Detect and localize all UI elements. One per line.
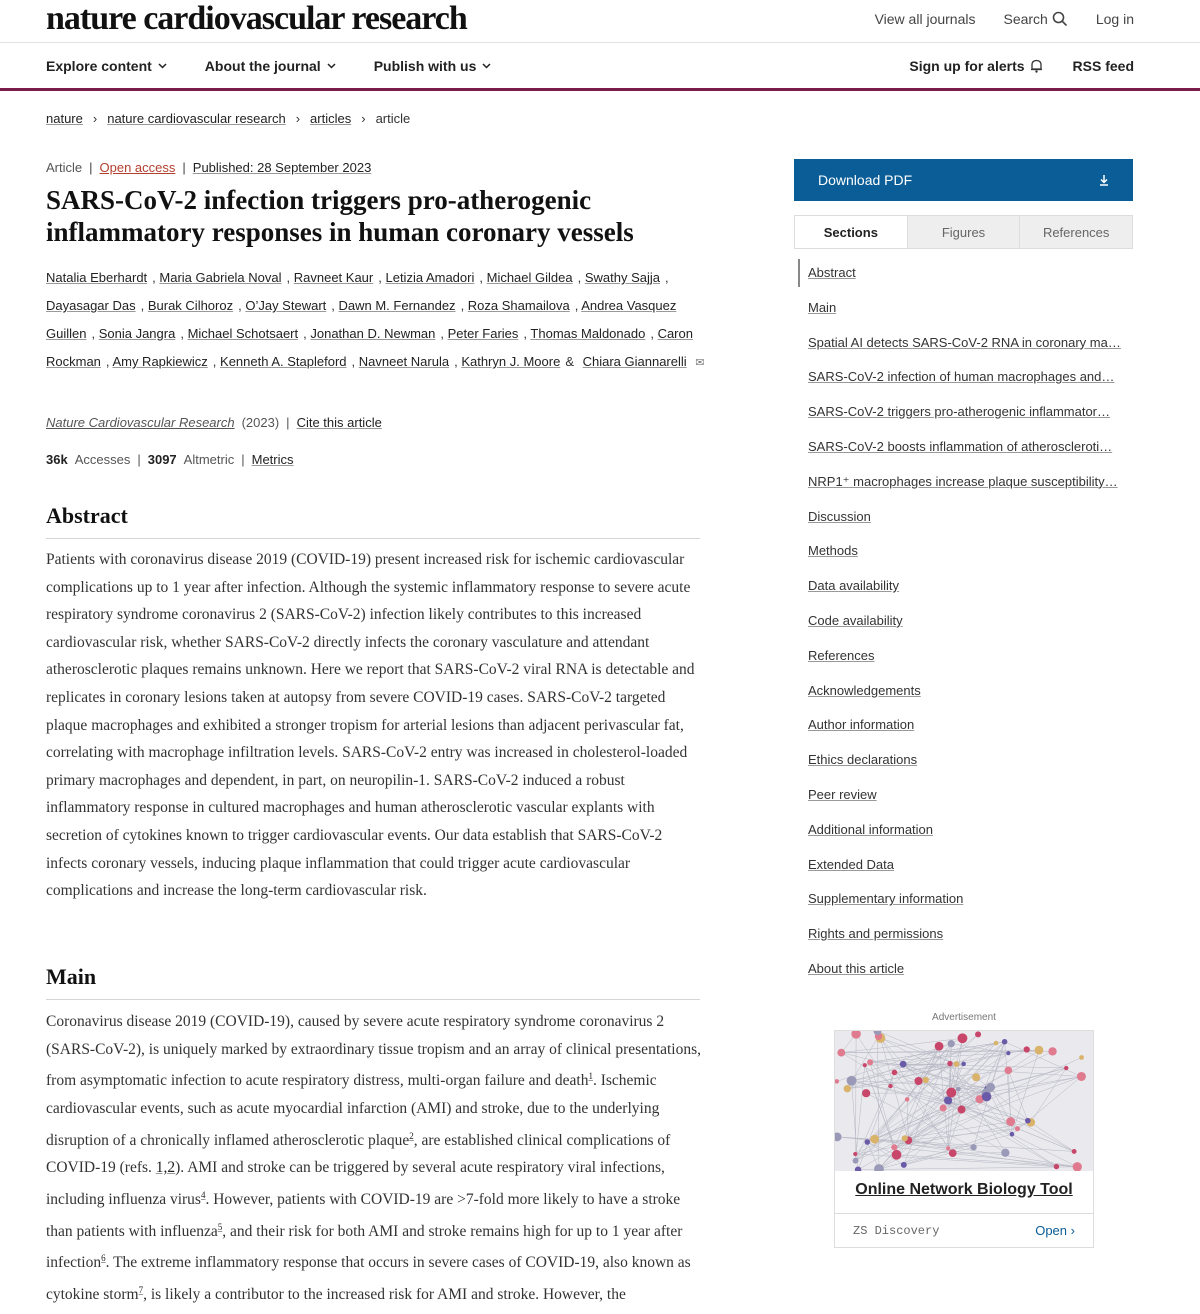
nav-explore-content[interactable]	[46, 58, 167, 74]
network-node	[1035, 1046, 1044, 1055]
network-node	[853, 1158, 859, 1164]
author-link[interactable]: O’Jay Stewart	[245, 298, 327, 313]
altmetric-score: 3097	[147, 452, 177, 467]
article-type: Article	[46, 160, 83, 175]
network-node	[1006, 1117, 1015, 1126]
network-node	[1073, 1162, 1082, 1171]
author-link[interactable]: Letizia Amadori	[385, 270, 475, 285]
author-link[interactable]: Roza Shamailova	[467, 298, 570, 313]
chevron-right-icon: ›	[295, 111, 301, 126]
network-node	[892, 1070, 898, 1076]
view-all-journals-link[interactable]: View all journals	[874, 11, 976, 27]
chevron-down-icon	[482, 63, 491, 69]
network-node	[982, 1092, 991, 1101]
toc-item[interactable]: Acknowledgements	[808, 682, 921, 698]
network-node	[1025, 1118, 1031, 1124]
author-link[interactable]: Chiara Giannarelli	[582, 354, 687, 369]
network-node	[900, 1061, 907, 1068]
ad-open-label: Open	[1035, 1223, 1068, 1238]
reference-link[interactable]: 1,2	[155, 1159, 176, 1177]
author-link[interactable]: Thomas Maldonado	[530, 326, 646, 341]
toc-item[interactable]: SARS-CoV-2 infection of human macrophages and…	[808, 369, 1115, 385]
reference-link[interactable]: 6	[101, 1253, 106, 1264]
sign-up-alerts-link[interactable]	[909, 58, 1042, 74]
tab-figures[interactable]: Figures	[907, 216, 1020, 248]
network-node	[853, 1152, 857, 1156]
tab-sections[interactable]: Sections	[795, 216, 907, 248]
network-node	[947, 1061, 952, 1066]
citation-line: Nature Cardiovascular Research (2023) | Cite this article	[46, 415, 382, 430]
author-link[interactable]: Jonathan D. Newman	[310, 326, 436, 341]
breadcrumb-journal[interactable]: nature cardiovascular research	[107, 111, 286, 126]
accesses-label: Accesses	[74, 452, 131, 467]
nav-label: Publish with us	[373, 58, 477, 74]
top-utility-nav	[875, 11, 1134, 27]
rss-feed-link[interactable]: RSS feed	[1072, 58, 1134, 74]
download-label: Download PDF	[818, 172, 913, 188]
toc-item[interactable]: SARS-CoV-2 triggers pro-atherogenic inflammator…	[808, 404, 1111, 420]
header-accent-bar	[0, 88, 1200, 91]
chevron-right-icon: ›	[92, 111, 98, 126]
network-node	[1072, 1149, 1077, 1154]
author-link[interactable]: Natalia Eberhardt	[46, 270, 148, 285]
author-link[interactable]: Michael Schotsaert	[187, 326, 299, 341]
network-node	[961, 1062, 966, 1067]
toc-item[interactable]: Supplementary information	[808, 891, 964, 907]
network-node	[1010, 1132, 1015, 1137]
network-node	[970, 1144, 976, 1150]
breadcrumb	[46, 111, 410, 126]
network-node	[956, 1087, 961, 1092]
ad-label: Advertisement	[932, 1012, 996, 1023]
section-toc	[798, 259, 1133, 990]
article-title: SARS-CoV-2 infection triggers pro-atherogenic inflammatory responses in human coronary vessels	[46, 185, 634, 247]
ad-title[interactable]: Online Network Biology Tool	[855, 1181, 1073, 1198]
journal-name-link[interactable]: Nature Cardiovascular Research	[46, 415, 235, 430]
toc-item[interactable]: Author information	[808, 717, 915, 733]
network-node	[940, 1105, 947, 1112]
breadcrumb-nature[interactable]: nature	[46, 111, 83, 126]
author-link[interactable]: Caron Rockman	[46, 326, 693, 369]
sidebar-tabs	[794, 215, 1133, 249]
publication-year: (2023)	[241, 415, 280, 430]
author-link[interactable]: Kenneth A. Stapleford	[220, 354, 347, 369]
network-graph-image	[835, 1031, 1093, 1171]
search-label: Search	[1003, 11, 1048, 27]
network-node	[1064, 1066, 1068, 1070]
network-node	[953, 1061, 959, 1067]
article-metrics: 36k Accesses | 3097 Altmetric | Metrics	[46, 452, 294, 467]
toc-item[interactable]: Code availability	[808, 612, 903, 628]
author-link[interactable]: Andrea Vasquez Guillen	[46, 298, 677, 341]
nav-publish-with-us[interactable]	[374, 58, 492, 74]
network-node	[844, 1085, 851, 1092]
network-node	[948, 1040, 955, 1047]
reference-link[interactable]: 2	[409, 1130, 414, 1141]
toc-item[interactable]: Ethics declarations	[808, 752, 918, 768]
breadcrumb-articles[interactable]: articles	[310, 111, 352, 126]
network-node	[1015, 1126, 1020, 1131]
toc-item[interactable]: Rights and permissions	[808, 926, 944, 942]
cite-article-link[interactable]: Cite this article	[296, 415, 382, 430]
network-node	[944, 1096, 952, 1104]
network-node	[946, 1088, 956, 1098]
accesses-count: 36k	[46, 452, 68, 467]
toc-item[interactable]: Peer review	[808, 786, 877, 802]
author-link[interactable]: Burak Cilhoroz	[147, 298, 234, 313]
network-node	[1079, 1055, 1084, 1060]
section-divider	[46, 538, 700, 539]
network-node	[1077, 1072, 1086, 1081]
main-nav	[46, 58, 491, 74]
toc-item[interactable]: Abstract	[808, 265, 856, 280]
chevron-right-icon: ›	[361, 111, 366, 126]
breadcrumb-current: article	[375, 111, 411, 126]
mail-icon[interactable]: ✉	[695, 357, 705, 369]
network-node	[892, 1150, 902, 1160]
author-link[interactable]: Sonia Jangra	[98, 326, 176, 341]
network-node	[975, 1031, 981, 1037]
network-node	[1002, 1039, 1008, 1045]
network-node	[994, 1041, 999, 1046]
reference-link[interactable]: 5	[217, 1221, 223, 1232]
alerts-nav	[909, 58, 1134, 74]
network-node	[862, 1089, 870, 1097]
main-heading: Main	[46, 964, 97, 989]
network-node	[863, 1063, 867, 1067]
header-divider	[0, 42, 1200, 43]
chevron-down-icon	[327, 63, 336, 69]
network-node	[949, 1149, 957, 1157]
altmetric-label: Altmetric	[183, 452, 235, 467]
author-link[interactable]: Michael Gildea	[486, 270, 573, 285]
network-node	[972, 1073, 980, 1081]
network-node	[958, 1033, 968, 1043]
ad-source: ZS Discovery	[853, 1223, 940, 1238]
search-button[interactable]	[1003, 11, 1067, 27]
network-node	[914, 1077, 922, 1085]
toc-item[interactable]: Additional information	[808, 821, 934, 837]
journal-logo[interactable]: nature cardiovascular research	[46, 0, 467, 37]
author-link[interactable]: Dayasagar Das	[46, 298, 136, 313]
toc-item[interactable]: NRP1⁺ macrophages increase plaque susceptibility…	[808, 473, 1118, 489]
author-link[interactable]: Navneet Narula	[358, 354, 450, 369]
reference-link[interactable]: 1	[588, 1071, 593, 1082]
section-divider	[46, 999, 700, 1000]
abstract-text: Patients with coronavirus disease 2019 (COVID-19) present increased risk for ischemic cardiovascular complications up to 1 year after infection. Although the systemic inflammatory response to severe acute respiratory syndrome coronavirus 2 (SARS-CoV-2) infection likely contributes to this increased cardiovascular risk, whether SARS-CoV-2 directly infects the coronary vasculature and attendant atherosclerotic plaques remains unknown. Here we report that SARS-CoV-2 viral RNA is detectable and replicates in coronary lesions taken at autopsy from severe COVID-19 cases. SARS-CoV-2 targeted plaque macrophages and exhibited a stronger tropism for arterial lesions than adjacent perivascular fat, correlating with macrophage infiltration levels. SARS-CoV-2 entry was increased in cholesterol-loaded primary macrophages and dependent, in part, on neuropilin-1. SARS-CoV-2 induced a robust inflammatory response in cultured macrophages and human atherosclerotic vascular explants with secretion of cytokines known to trigger cardiovascular events. Our data establish that SARS-CoV-2 infects coronary vessels, inducing plaque inflammation that could trigger acute cardiovascular complications and increase the long-term cardiovascular risk.	[46, 551, 695, 900]
toc-item[interactable]: Spatial AI detects SARS-CoV-2 RNA in coronary ma…	[808, 334, 1121, 350]
network-node	[1024, 1046, 1030, 1052]
author-link[interactable]: Swathy Sajja	[584, 270, 660, 285]
network-node	[847, 1076, 857, 1086]
ad-footer	[835, 1213, 1093, 1247]
author-link[interactable]: Ravneet Kaur	[293, 270, 374, 285]
download-pdf-button[interactable]	[794, 159, 1133, 201]
ad-open-button[interactable]	[1035, 1223, 1075, 1238]
network-node	[870, 1135, 879, 1144]
login-link[interactable]: Log in	[1095, 11, 1134, 27]
network-node	[837, 1049, 845, 1057]
metrics-link[interactable]: Metrics	[251, 452, 294, 467]
chevron-down-icon	[158, 63, 167, 69]
network-node	[923, 1077, 929, 1083]
toc-item[interactable]: Main	[808, 299, 837, 315]
author-link[interactable]: Peter Faries	[447, 326, 519, 341]
network-node	[865, 1139, 870, 1144]
toc-item[interactable]: SARS-CoV-2 boosts inflammation of atheroscleroti…	[808, 438, 1113, 454]
network-node	[958, 1106, 966, 1114]
network-node	[902, 1135, 908, 1141]
toc-item[interactable]: Discussion	[808, 508, 871, 524]
network-node	[1048, 1047, 1056, 1055]
abstract-heading: Abstract	[46, 503, 128, 528]
nav-label: Explore content	[46, 58, 152, 74]
tab-references[interactable]: References	[1019, 216, 1132, 248]
alerts-label: Sign up for alerts	[909, 58, 1025, 74]
network-node	[1006, 1051, 1010, 1055]
author-link[interactable]: Amy Rapkiewicz	[112, 354, 208, 369]
network-node	[891, 1144, 897, 1150]
author-link[interactable]: Maria Gabriela Noval	[159, 270, 282, 285]
network-node	[901, 1162, 907, 1168]
network-node	[1054, 1164, 1059, 1169]
author-link[interactable]: Dawn M. Fernandez	[338, 298, 456, 313]
author-joiner: &	[565, 354, 574, 369]
main-text: Coronavirus disease 2019 (COVID-19), caused by severe acute respiratory syndrome coronavirus 2 (SARS-CoV-2), is uniquely marked by extraordinary tissue tropism and an array of clinical presentations, from asymptomatic infection to acute respiratory distress, multi-organ failure and death$^1$. Ischemic cardiovascular events, such as acute myocardial infarction (AMI) and stroke, due to the underlying disruption of a chronically inflamed atherosclerotic plaque$^2$, are established clinical complications of COVID-19 (refs. 1,2). AMI and stroke can be triggered by several acute respiratory viral infections, including influenza virus$^4$. However, patients with COVID-19 are >7-fold more likely to have a stroke than patients with influenza$^5$, and their risk for both AMI and stroke remains high for up to 1 year after infection$^6$. The extreme inflammatory response that occurs in severe cases of COVID-19, also known as cytokine storm$^7$, is likely a contributor to the increased risk for AMI and stroke. However, the	[46, 1013, 702, 1304]
published-date[interactable]: Published: 28 September 2023	[192, 160, 372, 175]
network-node	[905, 1097, 910, 1102]
download-icon	[1099, 174, 1109, 186]
nav-about-journal[interactable]	[205, 58, 336, 74]
bell-icon	[1030, 59, 1043, 73]
toc-item[interactable]: About this article	[808, 960, 905, 976]
toc-item[interactable]: References	[808, 647, 875, 663]
article-meta: Article | Open access | Published: 28 September 2023	[46, 160, 372, 175]
network-node	[1005, 1067, 1012, 1074]
reference-link[interactable]: 7	[138, 1285, 144, 1296]
search-icon	[1052, 11, 1068, 27]
network-node	[1001, 1149, 1009, 1157]
toc-item[interactable]: Extended Data	[808, 856, 895, 872]
open-access-link[interactable]: Open access	[99, 160, 176, 175]
advertisement[interactable]	[834, 1030, 1094, 1248]
network-node	[867, 1059, 873, 1065]
author-link[interactable]: Kathryn J. Moore	[461, 354, 561, 369]
toc-item[interactable]: Data availability	[808, 578, 900, 594]
network-node	[888, 1084, 892, 1088]
reference-link[interactable]: 4	[200, 1189, 206, 1200]
toc-active-marker	[798, 259, 800, 287]
author-list: Natalia Eberhardt , Maria Gabriela Noval , Ravneet Kaur , Letizia Amadori , Michael Gildea , Swathy Sajja , Dayasagar Das , Burak Cilhoroz , O’Jay Stewart , Dawn M. Fernandez , Roza Shamailova , Andrea Vasquez Guillen , Sonia Jangra , Michael Schotsaert , Jonathan D. Newman , Peter Faries , Thomas Maldonado , Caron Rockman , Amy Rapkiewicz , Kenneth A. Stapleford , Navneet Narula , Kathryn J. Moore & Chiara Giannarelli ✉	[46, 270, 705, 369]
nav-label: About the journal	[204, 58, 321, 74]
network-node	[935, 1042, 944, 1051]
toc-item[interactable]: Methods	[808, 543, 858, 559]
chevron-right-icon: ›	[1070, 1223, 1075, 1238]
network-node	[946, 1146, 950, 1150]
